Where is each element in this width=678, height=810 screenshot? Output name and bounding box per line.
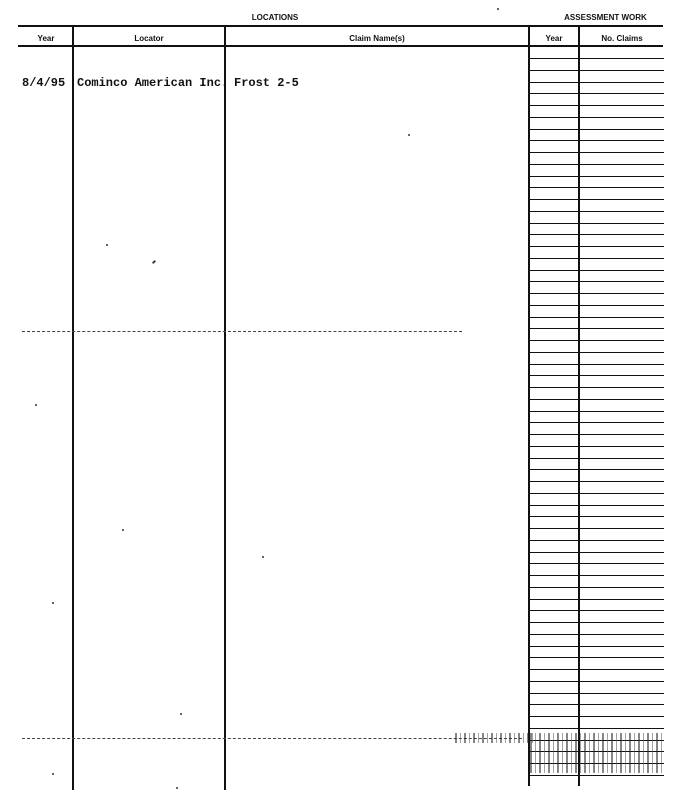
scan-noise [530,733,665,773]
assessment-row-rule [529,140,664,141]
assessment-row-rule [529,129,664,130]
assessment-row-rule [529,117,664,118]
assessment-row-rule [529,293,664,294]
assessment-row-rule [529,246,664,247]
assessment-row-rule [529,646,664,647]
column-header-claim-names: Claim Name(s) [349,34,405,43]
speck [497,8,499,10]
assessment-row-rule [529,422,664,423]
assessment-row-rule [529,634,664,635]
assessment-row-rule [529,575,664,576]
section-separator [22,331,462,332]
speck [106,244,108,246]
assessment-row-rule [529,505,664,506]
assessment-row-rule [529,657,664,658]
assessment-row-rule [529,340,664,341]
assessment-row-rule [529,693,664,694]
column-header-assessment-year: Year [545,34,563,43]
divider-year-locator [72,26,74,790]
speck [408,134,410,136]
column-header-locator: Locator [134,34,164,43]
assessment-row-rule [529,610,664,611]
speck [122,529,124,531]
assessment-row-rule [529,599,664,600]
speck [35,404,37,406]
assessment-row-rule [529,82,664,83]
assessment-row-rule [529,317,664,318]
column-header-year: Year [37,34,55,43]
assessment-row-rule [529,775,664,776]
assessment-row-rule [529,446,664,447]
assessment-row-rule [529,164,664,165]
assessment-row-rule [529,223,664,224]
assessment-row-rule [529,387,664,388]
assessment-row-rule [529,728,664,729]
speck [180,713,182,715]
assessment-row-rule [529,681,664,682]
assessment-row-rule [529,481,664,482]
speck [52,773,54,775]
assessment-row-rule [529,93,664,94]
assessment-row-rule [529,669,664,670]
assessment-work-header: ASSESSMENT WORK [564,13,647,22]
assessment-row-rule [529,105,664,106]
header-rule [18,45,663,47]
assessment-row-rule [529,305,664,306]
assessment-row-rule [529,281,664,282]
column-header-no-claims: No. Claims [601,34,643,43]
assessment-row-rule [529,469,664,470]
assessment-row-rule [529,528,664,529]
assessment-row-rule [529,552,664,553]
speck [152,260,156,264]
assessment-row-rule [529,493,664,494]
assessment-row-rule [529,234,664,235]
assessment-row-rule [529,587,664,588]
assessment-row-rule [529,58,664,59]
assessment-row-rule [529,187,664,188]
assessment-row-rule [529,411,664,412]
scan-noise [455,733,535,743]
entry-year: 8/4/95 [22,76,66,90]
assessment-row-rule [529,516,664,517]
assessment-row-rule [529,563,664,564]
assessment-row-rule [529,328,664,329]
speck [176,787,178,789]
assessment-row-rule [529,399,664,400]
speck [262,556,264,558]
assessment-row-rule [529,352,664,353]
assessment-row-rule [529,270,664,271]
assessment-row-rule [529,434,664,435]
assessment-row-rule [529,716,664,717]
assessment-row-rule [529,364,664,365]
locations-header: LOCATIONS [251,13,299,22]
section-separator [22,738,522,739]
divider-locator-claim [224,26,226,790]
assessment-row-rule [529,540,664,541]
assessment-row-rule [529,258,664,259]
speck [52,602,54,604]
entry-locator: Cominco American Inc. [77,76,229,90]
assessment-row-rule [529,704,664,705]
assessment-row-rule [529,70,664,71]
assessment-row-rule [529,176,664,177]
assessment-row-rule [529,211,664,212]
assessment-row-rule [529,375,664,376]
title-rule [18,25,663,27]
assessment-row-rule [529,622,664,623]
assessment-row-rule [529,199,664,200]
assessment-row-rule [529,458,664,459]
assessment-row-rule [529,152,664,153]
entry-claim-name: Frost 2-5 [234,76,299,90]
